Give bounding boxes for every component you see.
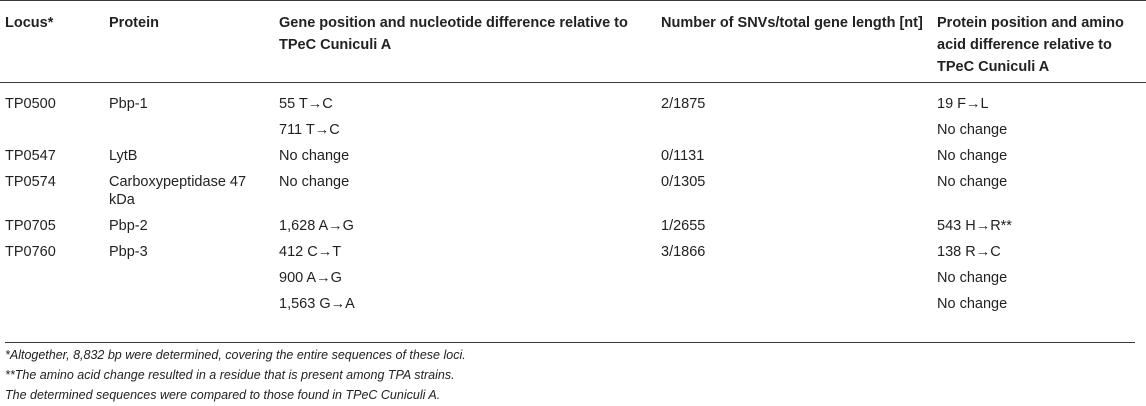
cell-gene: No change [279, 173, 350, 190]
table-row [0, 169, 1146, 213]
cell-protein [104, 117, 274, 143]
cell-aa: 19 F→L [937, 96, 989, 112]
header-locus: Locus* [0, 1, 104, 83]
cell-snv [656, 291, 932, 321]
cell-snv: 0/1305 [661, 173, 706, 190]
cell-gene: 1,563 G→A [279, 295, 355, 312]
cell-snv [656, 117, 932, 143]
cell-gene: 711 T→C [279, 121, 340, 138]
cell-protein: Pbp-2 [109, 217, 148, 234]
cell-snv: 3/1866 [661, 243, 706, 260]
cell-protein [104, 291, 274, 321]
cell-locus: TP0705 [5, 217, 56, 234]
cell-gene: 900 A→G [279, 269, 342, 286]
header-protein-position: Protein position and amino acid difference relative to TPeC Cuniculi A [932, 1, 1146, 83]
cell-protein: Pbp-1 [109, 96, 148, 112]
cell-aa: No change [937, 295, 1008, 312]
footnote: **The amino acid change resulted in a residue that is present among TPA strains. [5, 368, 455, 382]
table-row [0, 213, 1146, 239]
cell-gene: 412 C→T [279, 243, 342, 260]
cell-aa: No change [937, 147, 1008, 164]
cell-protein [104, 265, 274, 291]
cell-snv: 2/1875 [661, 96, 706, 112]
header-row [0, 1, 1146, 83]
cell-aa: No change [937, 121, 1008, 138]
cell-protein: LytB [109, 147, 138, 164]
footnote: *Altogether, 8,832 bp were determined, covering the entire sequences of these loci. [5, 348, 466, 362]
cell-gene: 55 T→C [279, 96, 333, 112]
cell-aa: 543 H→R** [937, 217, 1012, 234]
footnotes [5, 342, 1135, 405]
table-row [0, 143, 1146, 169]
table-row [0, 265, 1146, 291]
cell-locus [0, 117, 104, 143]
cell-aa: No change [937, 269, 1008, 286]
table-row [0, 291, 1146, 321]
header-protein: Protein [104, 1, 274, 83]
cell-aa: No change [937, 173, 1008, 190]
cell-locus [0, 291, 104, 321]
cell-aa: 138 R→C [937, 243, 1001, 260]
header-gene-position: Gene position and nucleotide difference relative to TPeC Cuniculi A [274, 1, 656, 83]
cell-snv: 0/1131 [661, 147, 705, 164]
cell-gene: 1,628 A→G [279, 217, 354, 234]
cell-locus: TP0574 [5, 173, 56, 190]
table-row [0, 117, 1146, 143]
cell-gene: No change [279, 147, 350, 164]
cell-locus: TP0760 [5, 243, 56, 260]
table-row [0, 83, 1146, 117]
cell-protein: Pbp-3 [109, 243, 148, 260]
cell-snv: 1/2655 [661, 217, 706, 234]
cell-locus [0, 265, 104, 291]
footnote: The determined sequences were compared to those found in TPeC Cuniculi A. [5, 388, 441, 402]
cell-snv [656, 265, 932, 291]
cell-locus: TP0500 [5, 96, 56, 112]
table-row [0, 239, 1146, 265]
header-snvs: Number of SNVs/total gene length [nt] [656, 1, 932, 83]
cell-locus: TP0547 [5, 147, 56, 164]
cell-protein: Carboxypeptidase 47 kDa [109, 173, 247, 208]
